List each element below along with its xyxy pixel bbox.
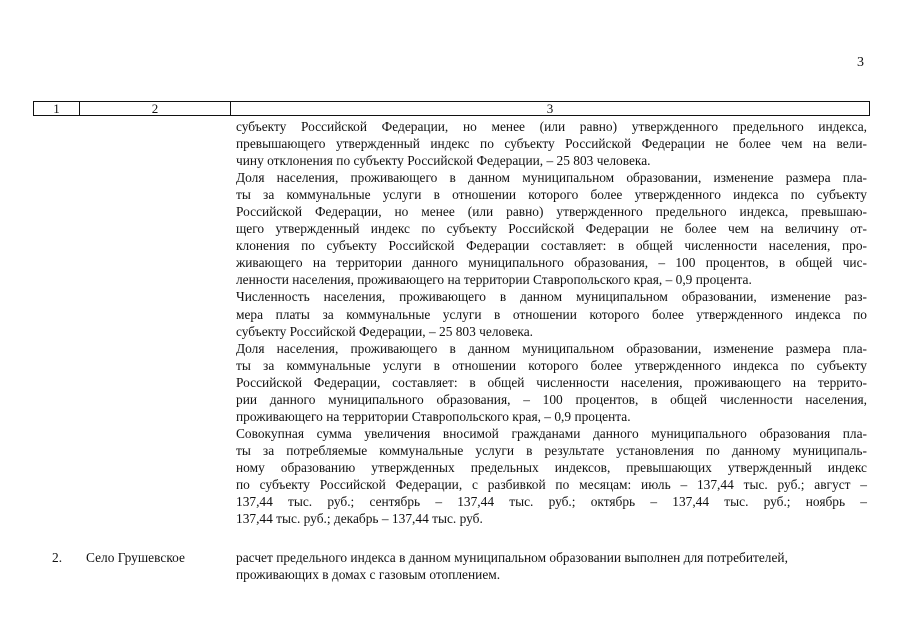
text-line: живающего на территории данного муниципального образования, – 100 процентов, в общей чис-: [236, 255, 867, 271]
text-line: проживающих в домах с газовым отоплением.: [236, 567, 501, 583]
text-line: Численность населения, проживающего в данном муниципальном образовании, изменение раз-: [236, 289, 867, 305]
row2-settlement-name: Село Грушевское: [86, 550, 185, 565]
row2-number: 2.: [52, 550, 63, 565]
text-line: Доля населения, проживающего в данном муниципальном образовании, изменение размера пла-: [236, 170, 867, 186]
text-line: ленности населения, проживающего на территории Ставропольского края, – 0,9 процента.: [236, 272, 752, 288]
header-col-3: 3: [546, 101, 554, 116]
text-line: ты за потребляемые коммунальные услуги в результате установления по данному муниципаль-: [236, 442, 867, 458]
page-number: 3: [857, 55, 864, 70]
text-line: по субъекту Российской Федерации, с разбивкой по месяцам: июль – 137,44 тыс. руб.; август –: [236, 476, 867, 492]
text-line: чину отклонения по субъекту Российской Федерации, – 25 803 человека.: [236, 153, 651, 169]
text-line: Российской Федерации, но менее (или равно) утвержденного предельного индекса, превышаю-: [236, 204, 867, 220]
text-line: 137,44 тыс. руб.; декабрь – 137,44 тыс. руб.: [236, 511, 483, 527]
text-line: субъекту Российской Федерации, но менее (или равно) утвержденного предельного индекса,: [236, 119, 867, 134]
row1-description: [236, 118, 867, 527]
table-header-row: [33, 101, 870, 116]
text-line: проживающего на территории Ставропольского края, – 0,9 процента.: [236, 408, 631, 424]
text-line: клонения по субъекту Российской Федерации составляет: в общей численности населения, про-: [236, 238, 867, 254]
text-line: ты за коммунальные услуги в отношении которого более утвержденного индекса по субъекту: [236, 357, 867, 373]
text-line: 137,44 тыс. руб.; сентябрь – 137,44 тыс. руб.; октябрь – 137,44 тыс. руб.; ноябрь –: [236, 494, 867, 510]
text-line: Совокупная сумма увеличения вносимой гражданами данного муниципального образования пла-: [236, 425, 867, 441]
header-col-2: 2: [151, 101, 159, 116]
text-line: щего утвержденный индекс по субъекту Российской Федерации не более чем на величину от-: [236, 221, 867, 237]
text-line: превышающего утвержденный индекс по субъекту Российской Федерации не более чем на вели-: [236, 136, 867, 152]
header-col-1: 1: [53, 101, 60, 116]
text-line: ты за коммунальные услуги в отношении которого более утвержденного индекса по субъекту: [236, 187, 867, 203]
text-line: Российской Федерации, составляет: в общей численности населения, проживающего на террито-: [236, 374, 867, 390]
text-line: мера платы за коммунальные услуги в отношении которого более утвержденного индекса по: [236, 306, 867, 322]
text-line: рии данного муниципального образования, – 100 процентов, в общей численности населения,: [236, 391, 867, 407]
text-line: расчет предельного индекса в данном муниципальном образовании выполнен для потребителей,: [236, 550, 788, 565]
text-line: ному образованию утвержденных предельных индексов, превышающих утвержденный индекс: [236, 459, 867, 475]
row2-description: [236, 549, 867, 583]
text-line: Доля населения, проживающего в данном муниципальном образовании, изменение размера пла-: [236, 340, 867, 356]
text-line: субъекту Российской Федерации, – 25 803 человека.: [236, 323, 534, 339]
